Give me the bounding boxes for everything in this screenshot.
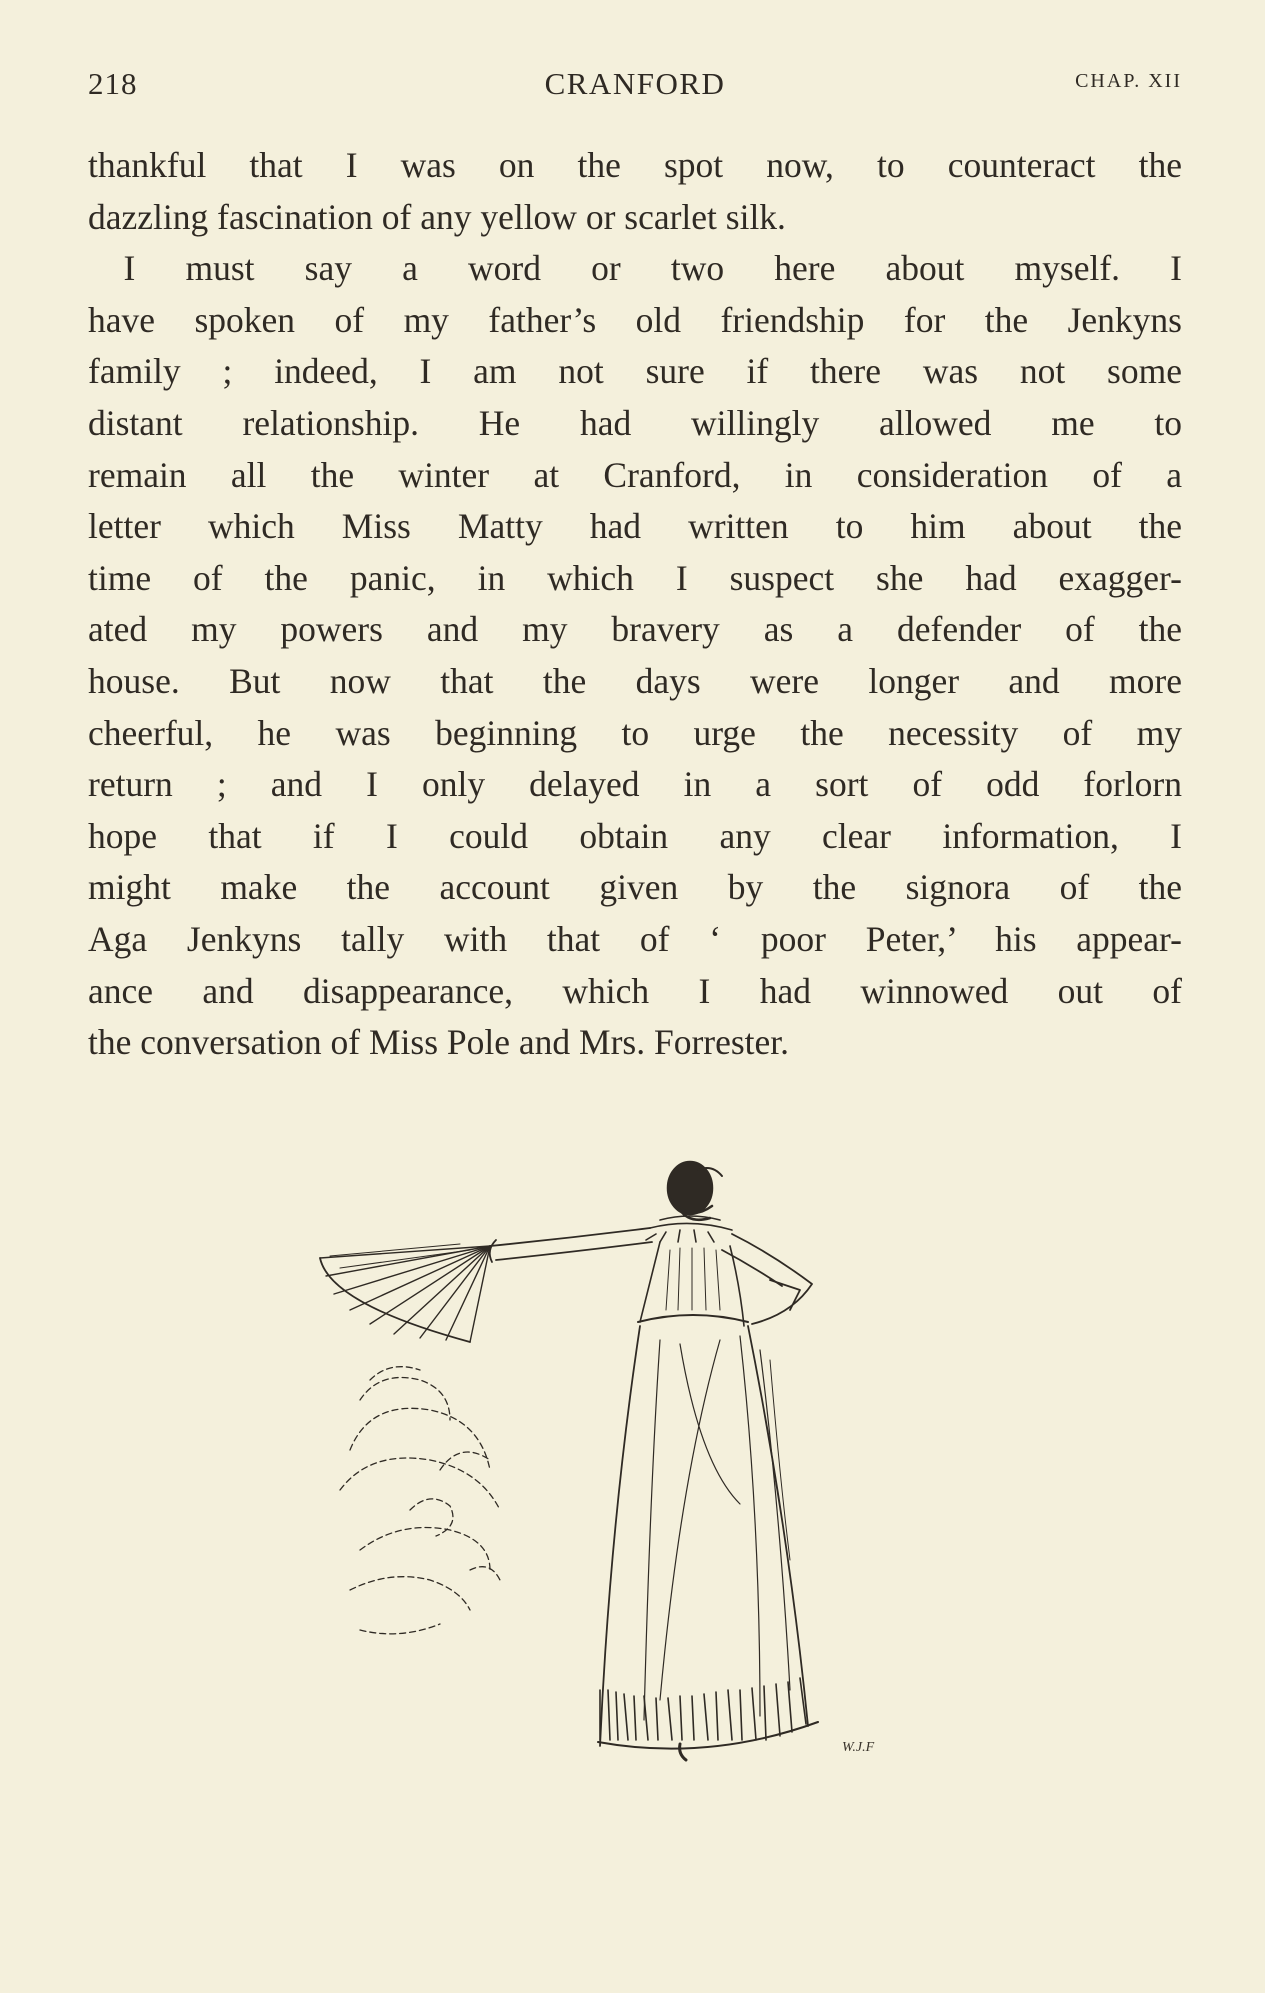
figure-collar [646,1216,732,1242]
running-head [88,66,1182,106]
text-line: cheerful, he was beginning to urge the necessity of my [88,712,1182,753]
book-title: CRANFORD [544,66,726,101]
text-line: distant relationship. He had willingly allowed me to [88,402,1182,443]
text-line: I must say a word or two here about myself. I [88,248,1182,289]
small-animal-sketch [340,1367,500,1634]
text-line: ated my powers and my bravery as a defender of the [88,609,1182,650]
text-line: hope that if I could obtain any clear information, I [88,815,1182,856]
text-line: letter which Miss Matty had written to him about the [88,506,1182,547]
text-line: might make the account given by the signora of the [88,867,1182,908]
body-text [88,140,1182,1069]
text-line: house. But now that the days were longer and more [88,660,1182,701]
text-line: the conversation of Miss Pole and Mrs. Forrester. [88,1022,790,1063]
text-line: time of the panic, in which I suspect she had exagger- [88,557,1182,598]
text-line: thankful that I was on the spot now, to counteract the [88,145,1182,185]
artist-signature: W.J.F [842,1740,875,1755]
text-line: Aga Jenkyns tally with that of ‘ poor Peter,’ his appear- [88,918,1182,959]
text-line: have spoken of my father’s old friendship for the Jenkyns [88,299,1182,340]
text-line: ance and disappearance, which I had winnowed out of [88,970,1182,1011]
illustration-woman-fan [300,1130,960,1770]
figure-arm [490,1228,652,1262]
text-line: family ; indeed, I am not sure if there was not some [88,351,1182,392]
figure-hip-arm [722,1234,812,1324]
text-line: dazzling fascination of any yellow or scarlet silk. [88,196,786,237]
text-line: remain all the winter at Cranford, in consideration of a [88,454,1182,495]
figure-head [668,1162,722,1220]
fan [320,1244,490,1342]
text-line: return ; and I only delayed in a sort of odd forlorn [88,764,1182,805]
figure-bodice [638,1242,748,1326]
page-number: 218 [88,66,138,101]
figure-skirt [600,1326,808,1746]
figure-hem [598,1678,818,1760]
chapter-label: CHAP. XII [1075,70,1182,92]
